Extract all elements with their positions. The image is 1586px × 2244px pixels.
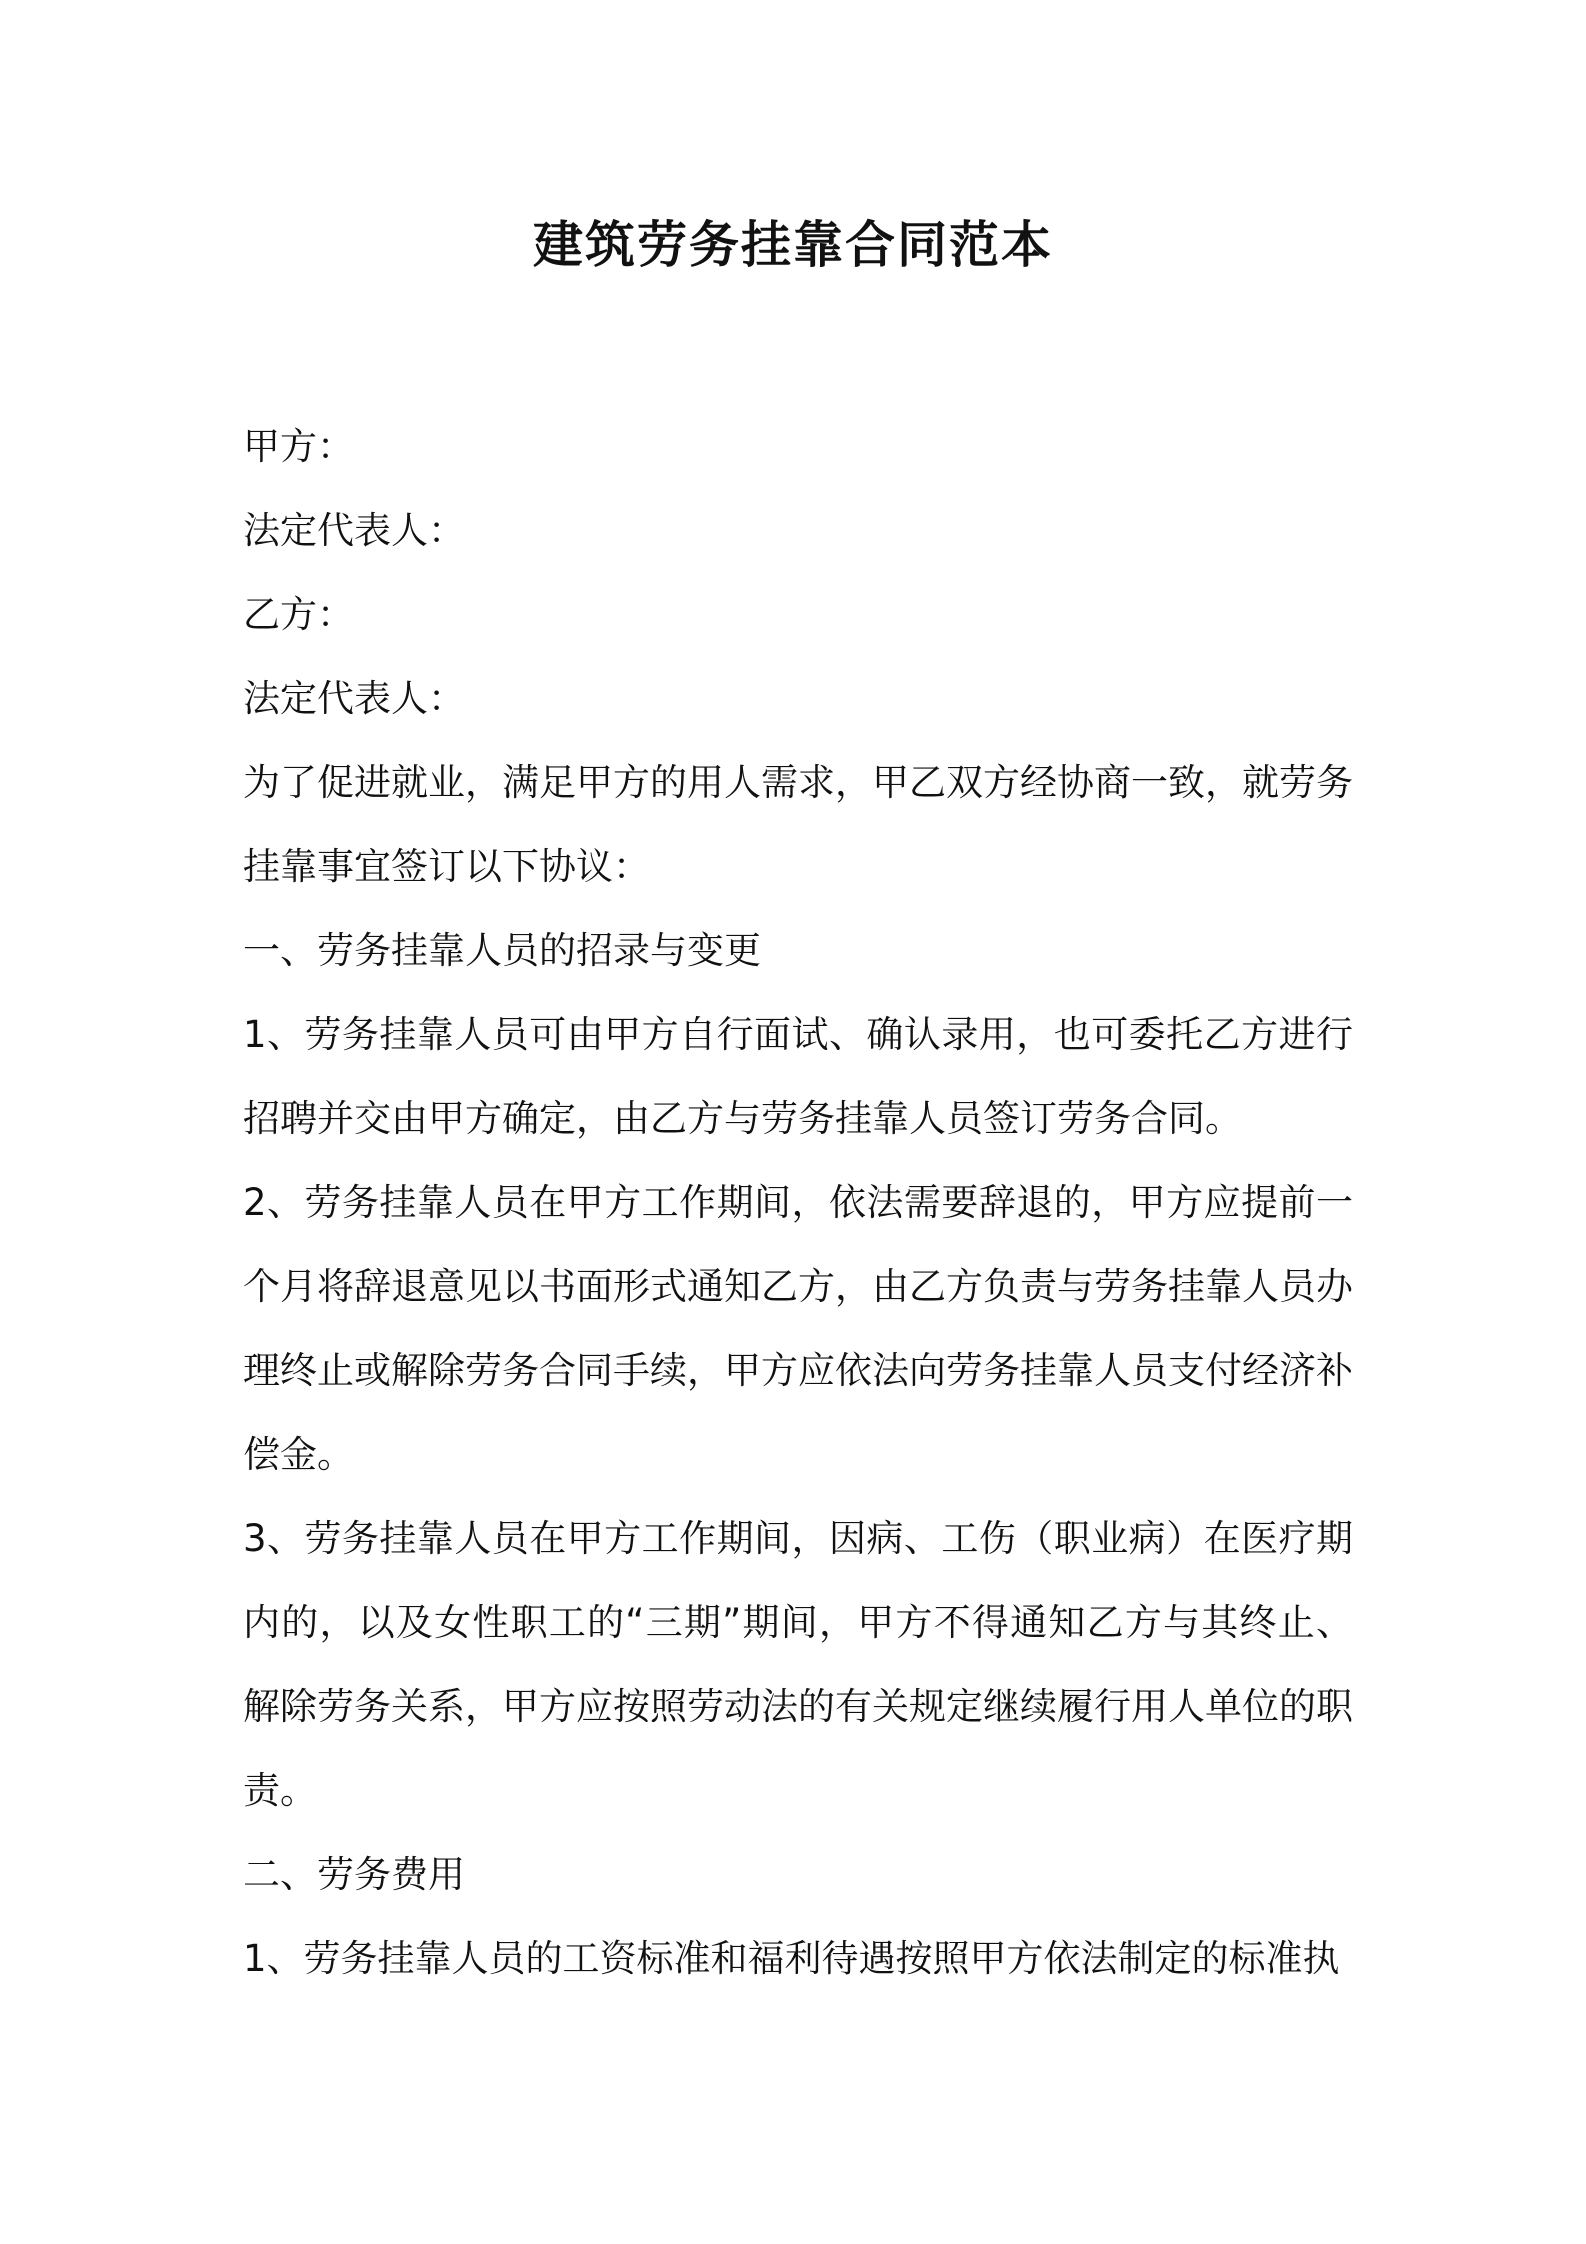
- document-title: 建筑劳务挂靠合同范本: [533, 216, 1053, 274]
- party-a-representative-line: 法定代表人：: [243, 509, 465, 552]
- party-a-line: 甲方：: [243, 425, 354, 468]
- party-b-representative-line: 法定代表人：: [243, 677, 465, 720]
- clause-1-3: 3、劳务挂靠人员在甲方工作期间，因病、工伤（职业病）在医疗期内的，以及女性职工的“三期”期间，甲方不得通知乙方与其终止、解除劳务关系，甲方应按照劳动法的有关规定继续履行用人单位的职责。: [243, 1517, 1353, 1812]
- section-heading-1: 一、劳务挂靠人员的招录与变更: [243, 929, 761, 972]
- party-b-line: 乙方：: [243, 593, 354, 636]
- preamble-paragraph: 为了促进就业，满足甲方的用人需求，甲乙双方经协商一致，就劳务挂靠事宜签订以下协议：: [243, 761, 1353, 888]
- document-body: [243, 405, 1353, 2001]
- clause-2-1: 1、劳务挂靠人员的工资标准和福利待遇按照甲方依法制定的标准执: [243, 1937, 1340, 1980]
- section-heading-2: 二、劳务费用: [243, 1853, 465, 1896]
- clause-1-2: 2、劳务挂靠人员在甲方工作期间，依法需要辞退的，甲方应提前一个月将辞退意见以书面形式通知乙方，由乙方负责与劳务挂靠人员办理终止或解除劳务合同手续，甲方应依法向劳务挂靠人员支付经济补偿金。: [243, 1181, 1353, 1476]
- clause-1-1: 1、劳务挂靠人员可由甲方自行面试、确认录用，也可委托乙方进行招聘并交由甲方确定，由乙方与劳务挂靠人员签订劳务合同。: [243, 1013, 1353, 1140]
